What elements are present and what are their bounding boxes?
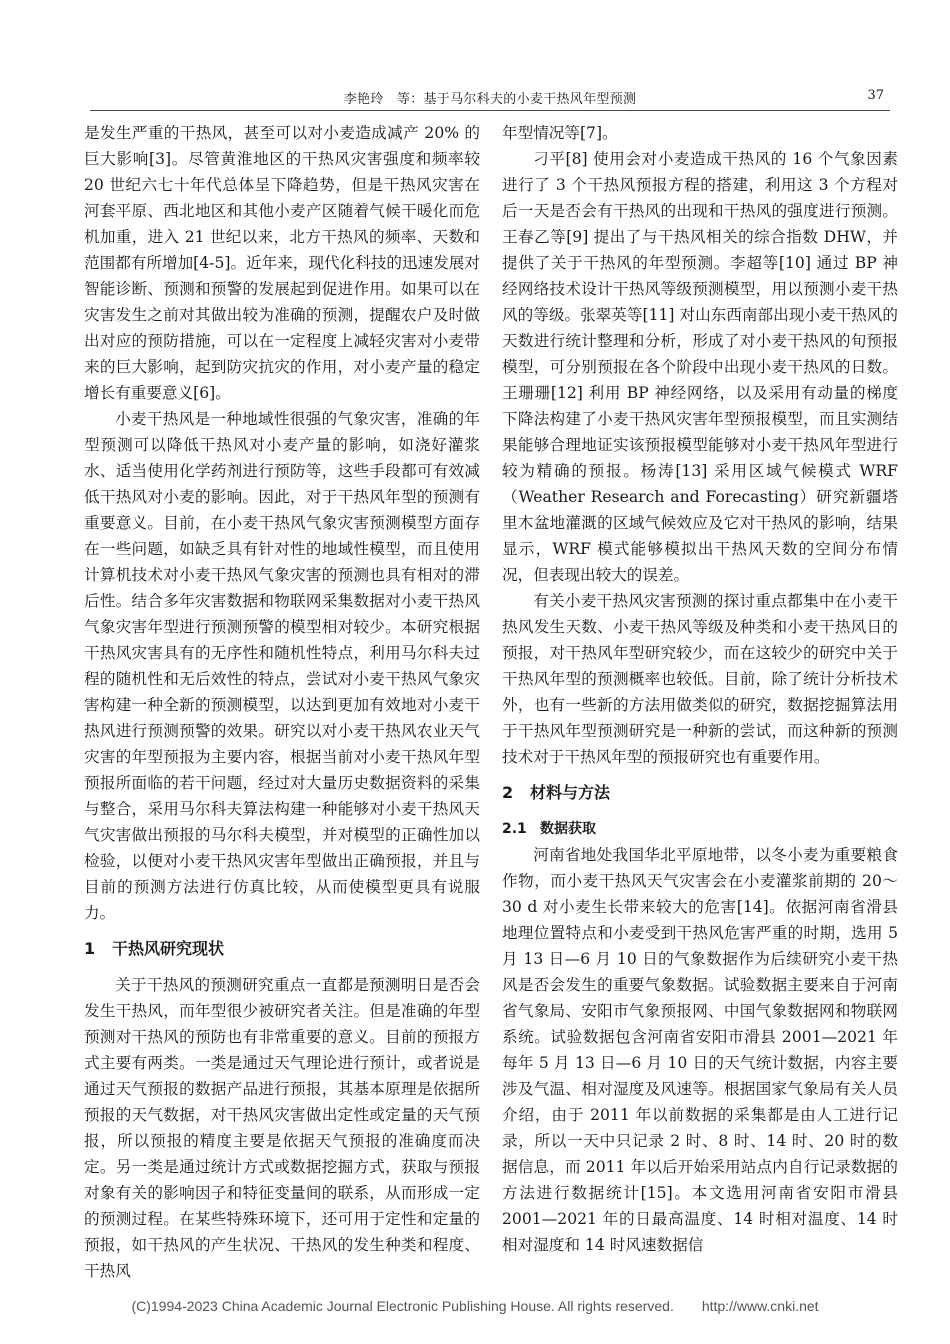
- page-number: 37: [867, 88, 884, 103]
- section-number: 2: [502, 783, 514, 802]
- header-rule: [90, 110, 890, 111]
- section-heading: [502, 780, 898, 806]
- paragraph: 河南省地处我国华北平原地带，以冬小麦为重要粮食作物，而小麦干热风天气灾害会在小麦灌浆前期的 20～30 d 对小麦生长带来较大的危害[14]。依据河南省滑县地理位置特点和小麦受到干热风危害严重的时期，选用 5 月 13 日—6 月 10 日的气象数据作为后续研究小麦干热风是否会发生的重要气象数据。试验数据主要来自于河南省气象局、安阳市气象预报网、中国气象数据网和物联网系统。试验数据包含河南省安阳市滑县 2001—2021 年每年 5 月 13 日—6 月 10 日的天气统计数据，内容主要涉及气温、相对湿度及风速等。根据国家气象局有关人员介绍，由于 2011 年以前数据的采集都是由人工进行记录，所以一天中只记录 2 时、8 时、14 时、20 时的数据信息，而 2011 年以后开始采用站点内自行记录数据的方法进行数据统计[15]。本文选用河南省安阳市滑县 2001—2021 年的日最高温度、14 时相对温度、14 时相对湿度和 14 时风速数据信: [502, 846, 898, 1254]
- paragraph: 是发生严重的干热风，甚至可以对小麦造成减产 20% 的巨大影响[3]。尽管黄淮地区的干热风灾害强度和频率较 20 世纪六七十年代总体呈下降趋势，但是干热风灾害在河套平原、西北地区和其他小麦产区随着气候干暖化而危机加重，进入 21 世纪以来，北方干热风的频率、天数和范围都有所增加[4-5]。近年来，现代化科技的迅速发展对智能诊断、预测和预警的发展起到促进作用。如果可以在灾害发生之前对其做出较为准确的预测，提醒农户及时做出对应的预防措施，可以在一定程度上减轻灾害对小麦带来的巨大影响，起到防灾抗灾的作用，对小麦产量的稳定增长有重要意义[6]。: [84, 124, 480, 402]
- paragraph: 刁平[8] 使用会对小麦造成干热风的 16 个气象因素进行了 3 个干热风预报方程的搭建，利用这 3 个方程对后一天是否会有干热风的出现和干热风的强度进行预测。王春乙等[9] 提出了与干热风相关的综合指数 DHW，并提供了关于干热风的年型预测。李超等[10] 通过 BP 神经网络技术设计干热风等级预测模型，用以预测小麦干热风的等级。张翠英等[11] 对山东西南部出现小麦干热风的天数进行统计整理和分析，形成了对小麦干热风的旬预报模型，可分别预报在各个阶段中出现小麦干热风的日数。王珊珊[12] 利用 BP 神经网络，以及采用有动量的梯度下降法构建了小麦干热风灾害年型预报模型，而且实测结果能够合理地证实该预报模型能够对小麦干热风年型进行较为精确的预报。杨涛[13] 采用区域气候模式 WRF（Weather Research and Forecasting）研究新疆塔里木盆地灌溉的区域气候效应及它对干热风的影响，结果显示，WRF 模式能够模拟出干热风天数的空间分布情况，但表现出较大的误差。: [502, 150, 898, 584]
- section-title: 干热风研究现状: [112, 939, 225, 958]
- copyright-footer: (C)1994-2023 China Academic Journal Electronic Publishing House. All rights reserved. http://www.cnki.net: [131, 1298, 819, 1314]
- section-number: 1: [84, 939, 96, 958]
- running-header: [90, 88, 890, 112]
- subsection-title: 数据获取: [540, 821, 596, 837]
- paragraph: 有关小麦干热风灾害预测的探讨重点都集中在小麦干热风发生天数、小麦干热风等级及种类和小麦干热风日的预报，对干热风年型研究较少，而在这较少的研究中关于干热风年型的预测概率也较低。目前，除了统计分析技术外，也有一些新的方法用做类似的研究，数据挖掘算法用于干热风年型预测研究是一种新的尝试，而这种新的预测技术对于干热风年型的预报研究也有重要作用。: [502, 592, 898, 766]
- subsection-number: 2.1: [502, 821, 527, 837]
- section-title: 材料与方法: [530, 783, 611, 802]
- left-column: [84, 120, 480, 1284]
- right-column: [502, 120, 898, 1258]
- paragraph: 关于干热风的预测研究重点一直都是预测明日是否会发生干热风，而年型很少被研究者关注。但是准确的年型预测对干热风的预防也有非常重要的意义。目前的预报方式主要有两类。一类是通过天气理论进行预计，或者说是通过天气预报的数据产品进行预报，其基本原理是依据所预报的天气数据，对干热风灾害做出定性或定量的天气预报，所以预报的精度主要是依据天气预报的准确度而决定。另一类是通过统计方式或数据挖掘方式，获取与预报对象有关的影响因子和特征变量间的联系，从而形成一定的预测过程。在某些特殊环境下，还可用于定性和定量的预报，如干热风的产生状况、干热风的发生种类和程度、干热风: [84, 976, 480, 1280]
- section-heading: [84, 936, 480, 962]
- paragraph: 年型情况等[7]。: [502, 124, 618, 142]
- subsection-heading: [502, 816, 898, 842]
- header-title: 李艳玲 等：基于马尔科夫的小麦干热风年型预测: [343, 92, 637, 107]
- paragraph: 小麦干热风是一种地域性很强的气象灾害，准确的年型预测可以降低干热风对小麦产量的影响，如浇好灌浆水、适当使用化学药剂进行预防等，这些手段都可有效减低干热风对小麦的影响。因此，对于干热风年型的预测有重要意义。目前，在小麦干热风气象灾害预测模型方面存在一些问题，如缺乏具有针对性的地域性模型，而且使用计算机技术对小麦干热风气象灾害的预测也具有相对的滞后性。结合多年灾害数据和物联网采集数据对小麦干热风气象灾害年型进行预测预警的模型相对较少。本研究根据干热风灾害具有的无序性和随机性特点，利用马尔科夫过程的随机性和无后效性的特点，尝试对小麦干热风气象灾害构建一种全新的预测模型，以达到更加有效地对小麦干热风进行预测预警的效果。研究以对小麦干热风农业天气灾害的年型预报为主要内容，根据当前对小麦干热风年型预报所面临的若干问题，经过对大量历史数据资料的采集与整合，采用马尔科夫算法构建一种能够对小麦干热风天气灾害做出预报的马尔科夫模型，并对模型的正确性加以检验，以便对小麦干热风灾害年型做出正确预报，并且与目前的预测方法进行仿真比较，从而使模型更具有说服力。: [84, 410, 480, 922]
